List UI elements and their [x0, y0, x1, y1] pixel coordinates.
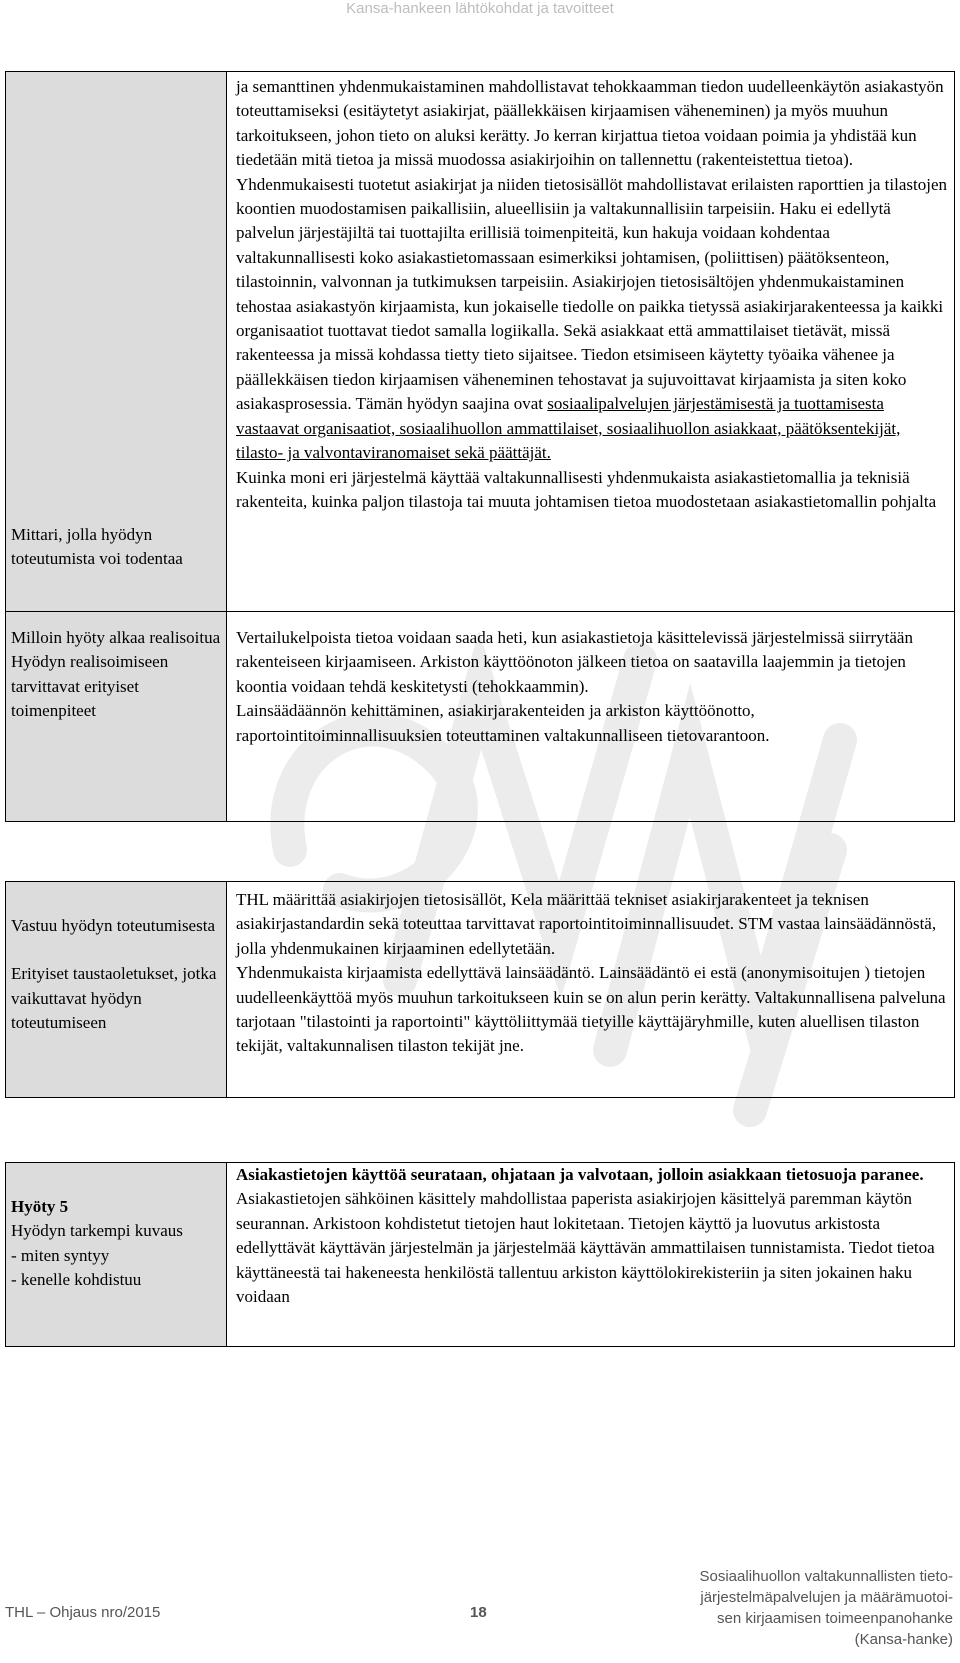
footer-line: Sosiaalihuollon valtakunnallisten tieto- [699, 1568, 953, 1585]
footer-publisher: THL – Ohjaus nro/2015 [5, 1604, 161, 1621]
footer-line: (Kansa-hanke) [854, 1631, 953, 1648]
page-number: 18 [470, 1604, 487, 1621]
label-cell [6, 1163, 227, 1347]
how-label: - miten syntyy [11, 1245, 110, 1265]
benefit-table-1 [5, 71, 955, 822]
responsibility-text: THL määrittää asiakirjojen tietosisällöt, Kela määrittää tekniset asiakirjarakenteet ja teknisen asiakirjastandardin sekä toteuttaa tarvittavat raportointitoiminnallisuudet. STM vastaa lainsäädännöstä, jolla yhdenmukainen kirjaaminen edellytetään. [236, 890, 937, 958]
assumptions-text: Yhdenmukaista kirjaamista edellyttävä lainsäädäntö. Lainsäädäntö ei estä (anonymisoitujen ) tietojen uudelleenkäyttöä myös muuhun tarkoitukseen kuin se on alun perin kerätty. Valtakunnallisena palveluna tarjotaan "tilastointi ja raportointi" käyttöliittymää tietyille käyttäjäryhmille, kuten aluellisen tilaston tekijät, valtakunnalisen tilaston tekijät jne. [236, 963, 946, 1056]
table-row [6, 612, 955, 822]
running-header: Kansa-hankeen lähtökohdat ja tavoitteet [346, 0, 614, 17]
footer-line: järjestelmäpalvelujen ja määrämuotoi- [700, 1589, 953, 1606]
benefit-table-2 [5, 881, 955, 1098]
benefit-number: Hyöty 5 [11, 1197, 69, 1216]
benefit-heading: Asiakastietojen käyttöä seurataan, ohjataan ja valvotaan, jolloin asiakkaan tietosuoja paranee. [236, 1165, 924, 1184]
metric-text: Kuinka moni eri järjestelmä käyttää valtakunnallisesti yhdenmukaista asiakastietomallia ja teknisiä rakenteita, kuinka paljon tilastoja tai muuta johtamisen tietoa muodostetaan asiakastietomallin pohjalta [236, 467, 937, 511]
label-cell [6, 72, 227, 612]
realization-time-label: Milloin hyöty alkaa realisoitua [11, 628, 221, 647]
realization-time-text: Vertailukelpoista tietoa voidaan saada heti, kun asiakastietoja käsittelevissä järjestelmissä siirrytään rakenteiseen kirjaamiseen. Arkiston käyttöönoton jälkeen tietoa on saatavilla laajemmin ja tietojen koontia voidaan tehdä keskitetysti (tehokkaammin). [236, 628, 913, 696]
metric-label: Mittari, jolla hyödyn toteutumista voi todentaa [11, 525, 183, 569]
content-cell [227, 882, 955, 1098]
footer-line: sen kirjaamisen toimeenpanohanke [717, 1610, 953, 1627]
label-cell [6, 612, 227, 822]
beneficiaries-text: sosiaalipalvelujen järjestämisestä ja tuottamisesta vastaavat organisaatiot, sosiaalihuollon ammattilaiset, sosiaalihuollon asiakkaat, päätöksentekijät, tilasto- ja valvontaviranomaiset sekä päättäjät. [236, 394, 901, 463]
label-cell [6, 882, 227, 1098]
table-row [6, 882, 955, 1098]
benefit-text: ja semanttinen yhdenmukaistaminen mahdollistavat tehokkaamman tiedon uudelleenkäytön asiakastyön toteuttamiseksi (esitäytetyt asiakirjat, päällekkäisen kirjaamisen väheneminen) ja myös muuhun tarkoitukseen, johon tieto on aluksi kerätty. Jo kerran kirjattua tietoa voidaan poimia ja yhdistää kun tiedetään mitä tietoa ja missä muodossa asiakirjoihin on tallennettu (rakenteistettua tietoa). Yhdenmukaisesti tuotetut asiakirjat ja niiden tietosisällöt mahdollistavat erilaisten raporttien ja tilastojen koontien muodostamisen paikallisiin, alueellisiin ja valtakunnallisiin tarpeisiin. Haku ei edellytä palvelun järjestäjiltä tai tuottajilta erillisiä toimenpiteitä, kun hakuja voidaan kohdentaa valtakunnallisesti koko asiakastietomassaan esimerkiksi johtamisen, (poliittisen) päätöksenteon, tilastoinnin, valvonnan ja tutkimuksen tarpeisiin. Asiakirjojen tietosisältöjen yhdenmukaistaminen tehostaa asiakastyön kirjaamista, kun jokaiselle tiedolle on paikka tietyssä asiakirjarakenteessa ja kaikki organisaatiot tuottavat tiedot samalla logiikalla. Sekä asiakkaat että ammattilaiset tietävät, missä rakenteessa ja missä kohdassa tietty tieto sijaitsee. Tiedon etsimiseen käytetty työaika vähenee ja päällekkäisen tiedon kirjaamisen väheneminen tehostavat ja sujuvoittavat kirjaamista ja siten koko asiakasprosessia. Tämän hyödyn saajina ovat [236, 77, 947, 414]
target-label: - kenelle kohdistuu [11, 1270, 142, 1290]
benefit-description [236, 72, 948, 466]
table-row [6, 72, 955, 612]
table-row [6, 1163, 955, 1347]
assumptions-label: Erityiset taustaoletukset, jotka vaikuttavat hyödyn toteutumiseen [11, 964, 217, 1033]
footer-project-name [653, 1566, 953, 1650]
benefit-body: Asiakastietojen sähköinen käsittely mahdollistaa paperista asiakirjojen käsittelyä paremman käytön seurannan. Arkistoon kohdistetut tietojen haut lokitetaan. Tietojen käyttö ja luovutus arkistosta edellyttävät käyttävän järjestelmän ja järjestelmää käyttävän ammattilaisen tunnistamista. Tiedot tietoa käyttäneestä tai hakeneesta henkilöstä tallentuu arkiston käyttölokirekisteriin ja siten jokainen haku voidaan [236, 1189, 935, 1307]
responsibility-label: Vastuu hyödyn toteutumisesta [11, 916, 215, 935]
content-cell [227, 612, 955, 822]
required-actions-label: Hyödyn realisoimiseen tarvittavat erityiset toimenpiteet [11, 652, 169, 721]
required-actions-text: Lainsäädäännön kehittäminen, asiakirjarakenteiden ja arkiston käyttöönotto, raportointitoiminnallisuuksien toteuttaminen valtakunnalliseen tietovarantoon. [236, 701, 770, 745]
benefit-table-3 [5, 1162, 955, 1347]
description-label: Hyödyn tarkempi kuvaus [11, 1221, 183, 1241]
content-cell [227, 72, 955, 612]
content-cell [227, 1163, 955, 1347]
